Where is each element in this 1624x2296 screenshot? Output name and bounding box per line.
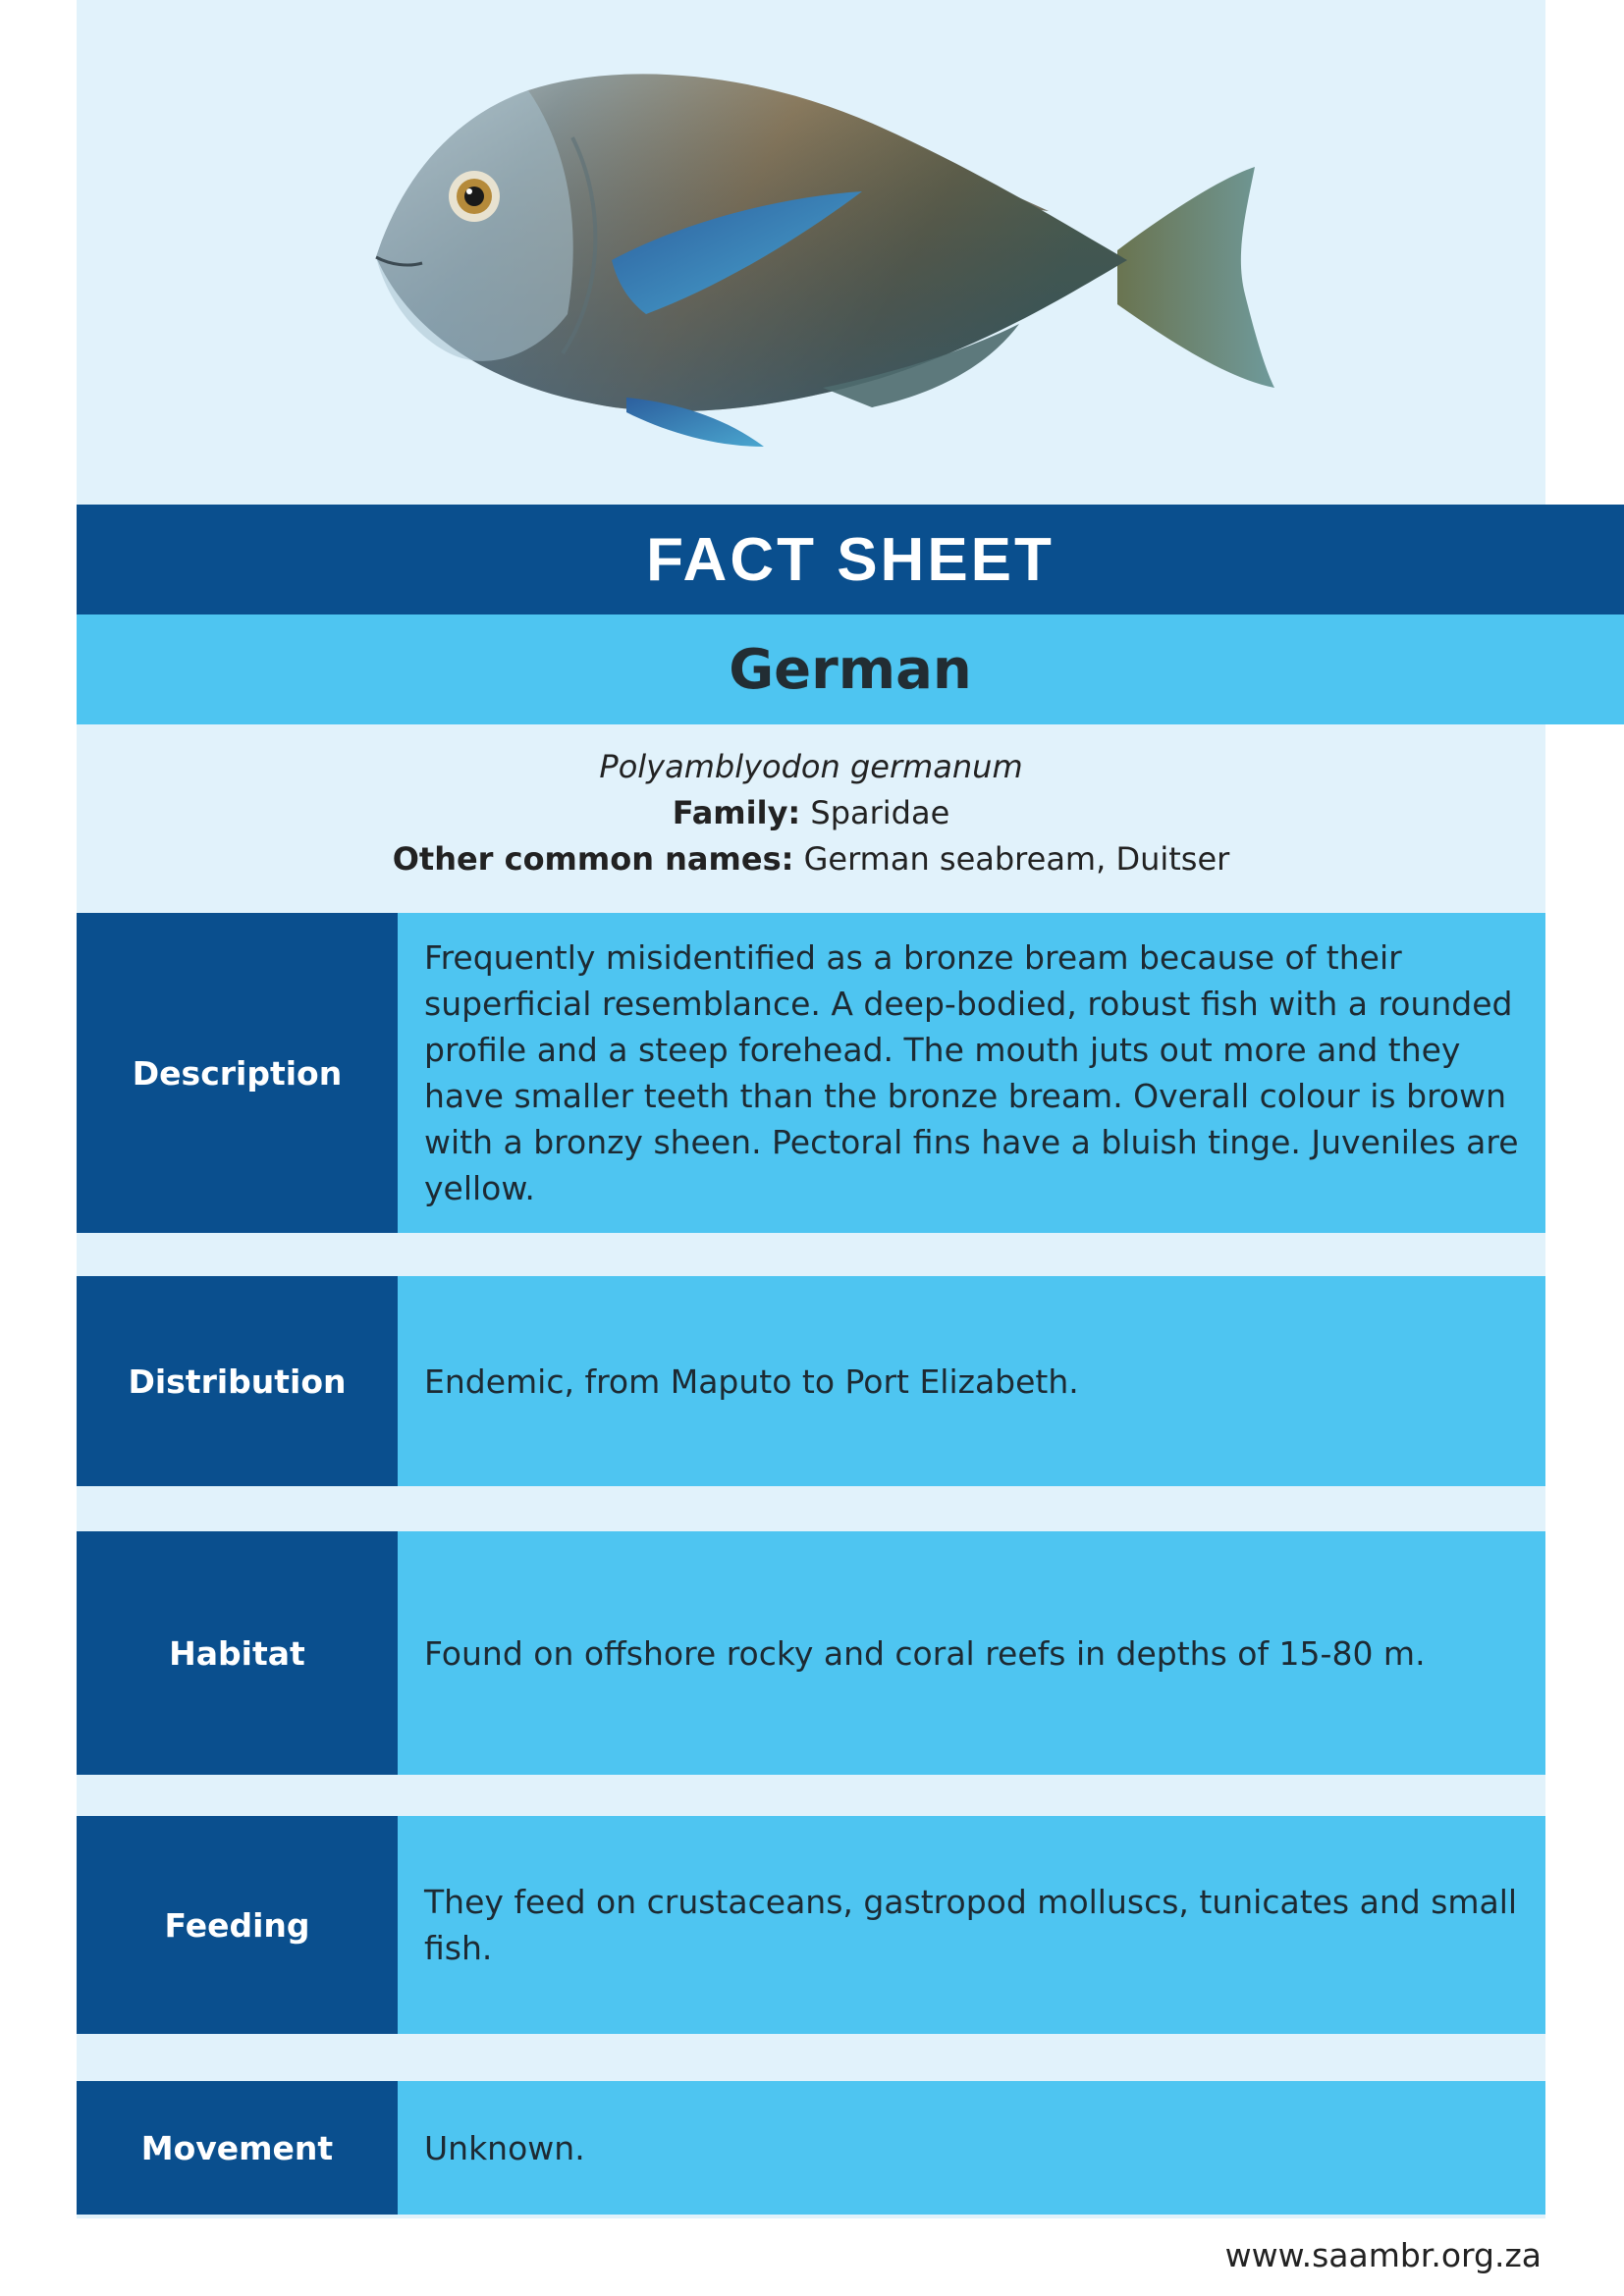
- fish-illustration: [77, 0, 1545, 503]
- fact-sheet-title: FACT SHEET: [646, 525, 1055, 594]
- other-names-value: German seabream, Duitser: [803, 840, 1230, 878]
- fact-row-habitat: [77, 1531, 1545, 1775]
- fact-row-distribution: [77, 1276, 1545, 1486]
- fact-row-description: [77, 913, 1545, 1233]
- species-name-banner: [77, 614, 1624, 724]
- fact-text: Unknown.: [398, 2081, 1545, 2215]
- species-common-name: German: [729, 637, 972, 702]
- fact-label: Distribution: [77, 1276, 398, 1486]
- fact-label: Movement: [77, 2081, 398, 2215]
- fact-text: Endemic, from Maputo to Port Elizabeth.: [398, 1276, 1545, 1486]
- other-names-line: [77, 836, 1545, 882]
- fact-text: They feed on crustaceans, gastropod molluscs, tunicates and small fish.: [398, 1816, 1545, 2034]
- species-info: [77, 744, 1545, 882]
- fact-sheet-banner: [77, 505, 1624, 614]
- family-line: [77, 790, 1545, 836]
- fact-label: Feeding: [77, 1816, 398, 2034]
- website-link[interactable]: www.saambr.org.za: [1224, 2236, 1542, 2274]
- fact-text: Found on offshore rocky and coral reefs in depths of 15-80 m.: [398, 1531, 1545, 1775]
- fact-row-movement: [77, 2081, 1545, 2215]
- fact-label: Description: [77, 913, 398, 1233]
- family-label: Family:: [672, 794, 801, 831]
- scientific-name: Polyamblyodon germanum: [599, 748, 1023, 785]
- fact-text: Frequently misidentified as a bronze bream because of their superficial resemblance. A deep-bodied, robust fish with a rounded profile and a steep forehead. The mouth juts out more and they have smaller teeth than the bronze bream. Overall colour is brown with a bronzy sheen. Pectoral fins have a bluish tinge. Juveniles are yellow.: [398, 913, 1545, 1233]
- family-value: Sparidae: [810, 794, 950, 831]
- other-names-label: Other common names:: [392, 840, 794, 878]
- fact-label: Habitat: [77, 1531, 398, 1775]
- fact-row-feeding: [77, 1816, 1545, 2034]
